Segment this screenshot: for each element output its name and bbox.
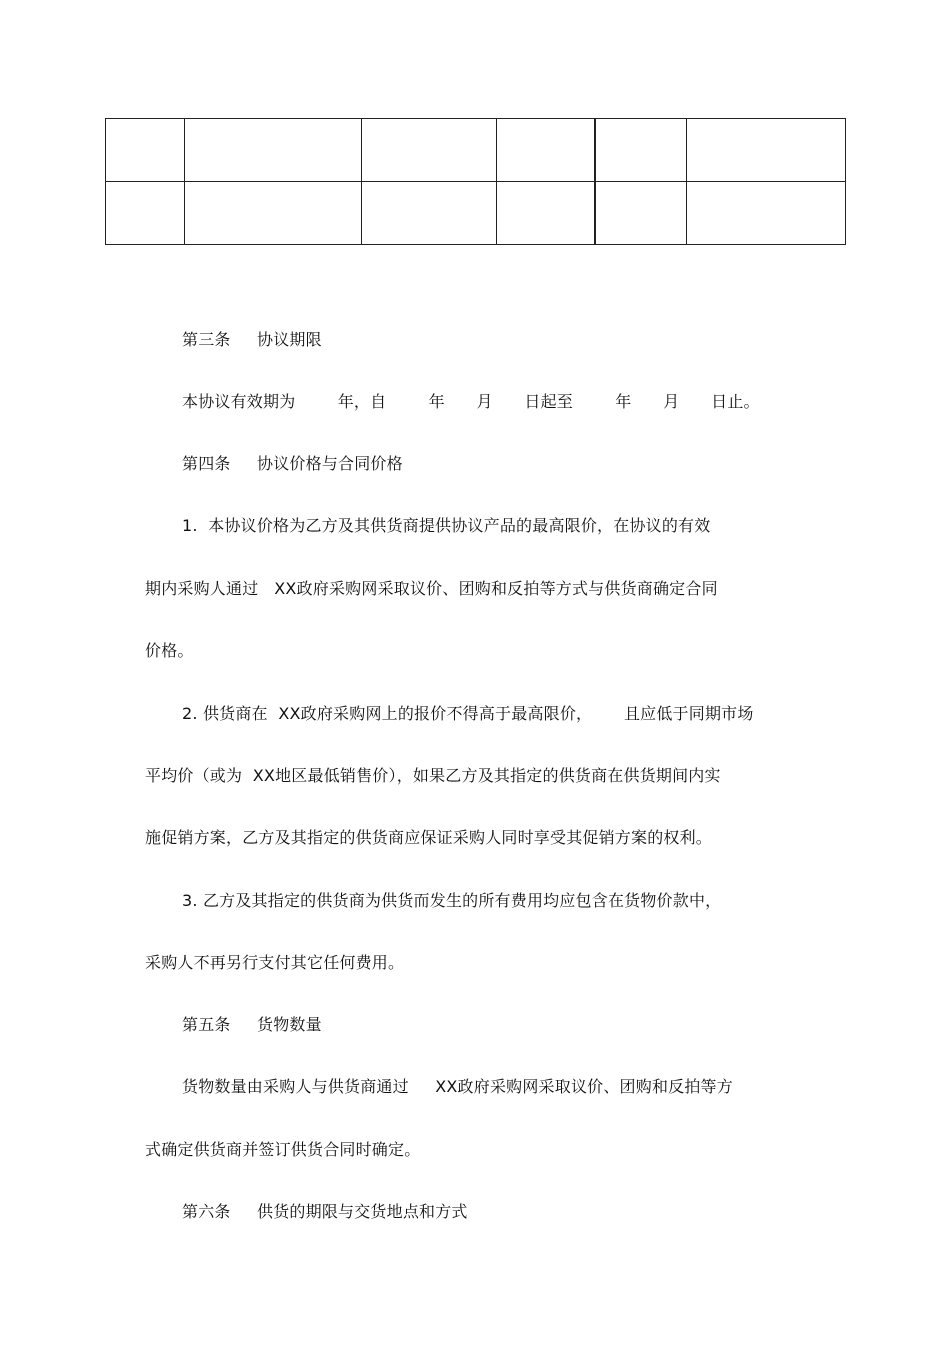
table-row xyxy=(106,119,846,182)
table-cell xyxy=(497,182,595,245)
blank-table xyxy=(105,118,846,245)
table-cell xyxy=(106,182,185,245)
table-cell xyxy=(497,119,595,182)
table-cell xyxy=(106,119,185,182)
table-cell xyxy=(185,119,362,182)
paragraph-line: 3. 乙方及其指定的供货商为供货而发生的所有费用均应包含在货物价款中， xyxy=(182,891,722,910)
article-3-heading: 第三条 协议期限 xyxy=(182,330,322,349)
paragraph-line: 采购人不再另行支付其它任何费用。 xyxy=(145,953,405,972)
paragraph-line: 式确定供货商并签订供货合同时确定。 xyxy=(145,1140,421,1159)
paragraph-line: 价格。 xyxy=(145,641,194,660)
table-cell xyxy=(687,119,846,182)
paragraph-line: 期内采购人通过 XX政府采购网采取议价、团购和反拍等方式与供货商确定合同 xyxy=(145,579,718,598)
table-cell xyxy=(362,119,497,182)
article-5-heading: 第五条 货物数量 xyxy=(182,1015,322,1034)
table-cell xyxy=(362,182,497,245)
table-row xyxy=(106,182,846,245)
table-cell xyxy=(185,182,362,245)
table-cell xyxy=(595,119,687,182)
paragraph-line: 货物数量由采购人与供货商通过 XX政府采购网采取议价、团购和反拍等方 xyxy=(182,1077,733,1096)
table-cell xyxy=(687,182,846,245)
validity-period-text: 本协议有效期为 年，自 年 月 日起至 年 月 日止。 xyxy=(182,392,760,411)
paragraph-line: 平均价（或为 XX地区最低销售价），如果乙方及其指定的供货商在供货期间内实 xyxy=(145,766,721,785)
article-6-heading: 第六条 供货的期限与交货地点和方式 xyxy=(182,1202,468,1221)
table-cell xyxy=(595,182,687,245)
paragraph-line: 1. 本协议价格为乙方及其供货商提供协议产品的最高限价，在协议的有效 xyxy=(182,516,711,535)
article-4-heading: 第四条 协议价格与合同价格 xyxy=(182,454,403,473)
paragraph-line: 2. 供货商在 XX政府采购网上的报价不得高于最高限价， 且应低于同期市场 xyxy=(182,704,754,723)
paragraph-line: 施促销方案，乙方及其指定的供货商应保证采购人同时享受其促销方案的权利。 xyxy=(145,828,713,847)
